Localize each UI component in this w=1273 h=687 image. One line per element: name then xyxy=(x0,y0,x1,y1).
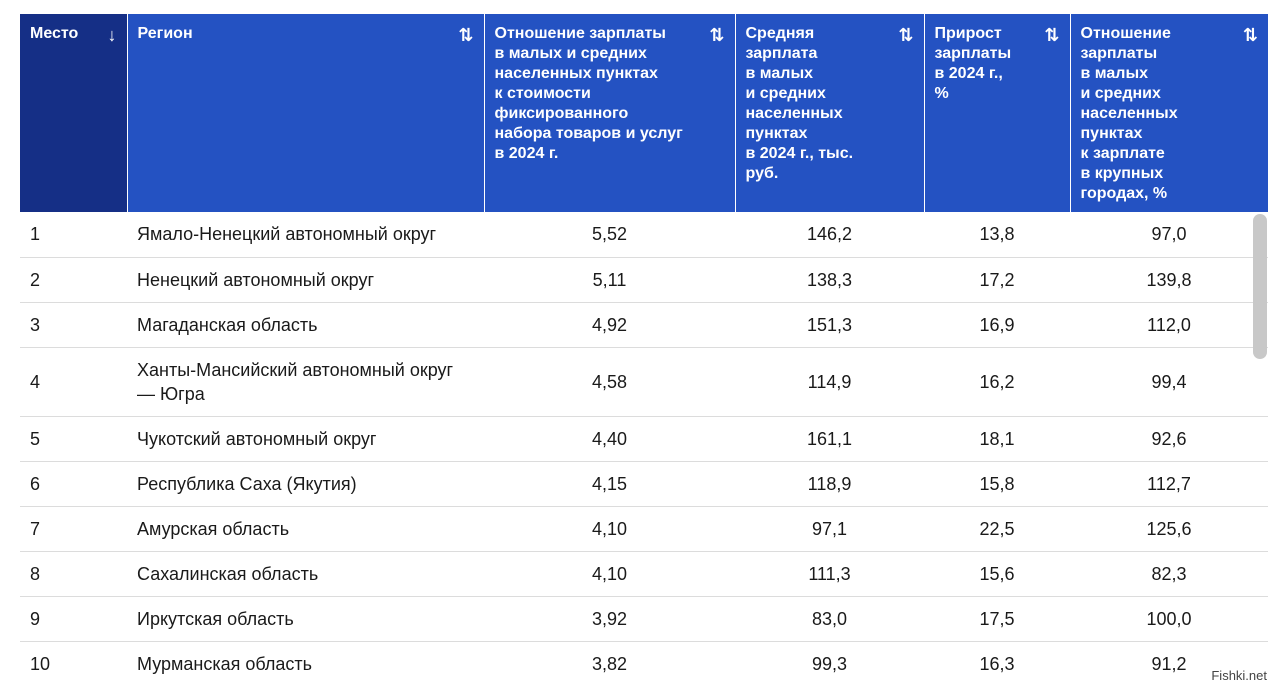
column-header-share[interactable] xyxy=(1070,14,1268,212)
region-cell: Чукотский автономный округ xyxy=(127,416,484,461)
column-header-label: Отношение зарплаты в малых и средних населенных пунктах к стоимости фиксированного набора товаров и услуг в 2024 г. xyxy=(494,25,683,162)
column-header-region[interactable] xyxy=(127,14,484,212)
table-header xyxy=(20,14,1268,212)
vertical-scrollbar[interactable] xyxy=(1253,214,1267,359)
share-cell: 92,6 xyxy=(1070,416,1268,461)
table-row xyxy=(20,506,1268,551)
growth-cell: 18,1 xyxy=(924,416,1070,461)
rank-cell: 6 xyxy=(20,461,127,506)
table-row xyxy=(20,212,1268,257)
salary-cell: 111,3 xyxy=(735,551,924,596)
table-row xyxy=(20,461,1268,506)
ratio-cell: 4,92 xyxy=(484,302,735,347)
rank-cell: 8 xyxy=(20,551,127,596)
region-cell: Ханты-Мансийский автономный округ — Югра xyxy=(127,347,484,416)
region-cell: Магаданская область xyxy=(127,302,484,347)
table-body xyxy=(20,212,1268,686)
sort-descending-icon[interactable]: ↓ xyxy=(107,25,117,45)
region-cell: Ненецкий автономный округ xyxy=(127,257,484,302)
share-cell: 91,2 xyxy=(1151,653,1187,674)
salary-cell: 83,0 xyxy=(735,596,924,641)
ratio-cell: 4,15 xyxy=(484,461,735,506)
column-header-label: Место xyxy=(30,25,79,42)
column-header-ratio[interactable] xyxy=(484,14,735,212)
ratio-cell: 4,40 xyxy=(484,416,735,461)
column-header-label: Средняя зарплата в малых и средних населенных пунктах в 2024 г., тыс. руб. xyxy=(745,25,854,182)
region-cell: Ямало-Ненецкий автономный округ xyxy=(127,212,484,257)
sort-toggle-icon[interactable]: ⇅ xyxy=(1044,25,1060,45)
region-cell: Амурская область xyxy=(127,506,484,551)
rank-cell: 7 xyxy=(20,506,127,551)
ratio-cell: 3,82 xyxy=(591,653,628,674)
growth-cell: 16,2 xyxy=(924,347,1070,416)
table-row xyxy=(20,302,1268,347)
table-row xyxy=(20,257,1268,302)
column-header-label: Отношение зарплаты в малых и средних населенных пунктах к зарплате в крупных городах, % xyxy=(1080,25,1178,202)
table-row xyxy=(20,416,1268,461)
salary-cell: 118,9 xyxy=(735,461,924,506)
salary-cell: 114,9 xyxy=(735,347,924,416)
sort-toggle-icon[interactable]: ⇅ xyxy=(709,25,725,45)
header-row xyxy=(20,14,1268,212)
rank-cell: 2 xyxy=(20,257,127,302)
region-cell: Республика Саха (Якутия) xyxy=(127,461,484,506)
watermark: Fishki.net xyxy=(1211,668,1267,683)
growth-cell: 16,9 xyxy=(924,302,1070,347)
rank-cell: 3 xyxy=(20,302,127,347)
ratio-cell: 5,11 xyxy=(484,257,735,302)
salary-cell: 146,2 xyxy=(735,212,924,257)
share-cell: 82,3 xyxy=(1070,551,1268,596)
table-row xyxy=(20,641,1268,686)
table-row xyxy=(20,347,1268,416)
ratio-cell: 5,52 xyxy=(484,212,735,257)
table-row xyxy=(20,551,1268,596)
growth-cell: 13,8 xyxy=(924,212,1070,257)
salary-cell: 151,3 xyxy=(735,302,924,347)
share-cell: 112,0 xyxy=(1070,302,1268,347)
salary-cell: 99,3 xyxy=(811,653,848,674)
region-cell: Мурманская область xyxy=(137,653,313,674)
rank-cell: 5 xyxy=(20,416,127,461)
column-header-label: Регион xyxy=(137,25,193,42)
share-cell: 139,8 xyxy=(1070,257,1268,302)
ratio-cell: 3,92 xyxy=(484,596,735,641)
share-cell: 100,0 xyxy=(1070,596,1268,641)
region-cell: Иркутская область xyxy=(127,596,484,641)
growth-cell: 15,6 xyxy=(924,551,1070,596)
column-header-rank[interactable] xyxy=(20,14,127,212)
sort-toggle-icon[interactable]: ⇅ xyxy=(898,25,914,45)
share-cell: 112,7 xyxy=(1070,461,1268,506)
sort-toggle-icon[interactable]: ⇅ xyxy=(1242,25,1258,45)
growth-cell: 17,2 xyxy=(924,257,1070,302)
salary-cell: 138,3 xyxy=(735,257,924,302)
region-cell: Сахалинская область xyxy=(127,551,484,596)
ratio-cell: 4,10 xyxy=(484,506,735,551)
table-container xyxy=(20,14,1268,686)
column-header-salary[interactable] xyxy=(735,14,924,212)
column-header-growth[interactable] xyxy=(924,14,1070,212)
growth-cell: 17,5 xyxy=(924,596,1070,641)
growth-cell: 22,5 xyxy=(924,506,1070,551)
sort-toggle-icon[interactable]: ⇅ xyxy=(458,25,474,45)
share-cell: 125,6 xyxy=(1070,506,1268,551)
ratio-cell: 4,58 xyxy=(484,347,735,416)
rank-cell: 1 xyxy=(20,212,127,257)
column-header-label: Прирост зарплаты в 2024 г., % xyxy=(934,25,1012,102)
share-cell: 97,0 xyxy=(1070,212,1268,257)
ranking-table xyxy=(20,14,1268,686)
salary-cell: 97,1 xyxy=(735,506,924,551)
ratio-cell: 4,10 xyxy=(484,551,735,596)
growth-cell: 16,3 xyxy=(979,653,1015,674)
rank-cell: 10 xyxy=(30,653,51,674)
share-cell: 99,4 xyxy=(1070,347,1268,416)
rank-cell: 9 xyxy=(20,596,127,641)
table-row xyxy=(20,596,1268,641)
growth-cell: 15,8 xyxy=(924,461,1070,506)
rank-cell: 4 xyxy=(20,347,127,416)
salary-cell: 161,1 xyxy=(735,416,924,461)
